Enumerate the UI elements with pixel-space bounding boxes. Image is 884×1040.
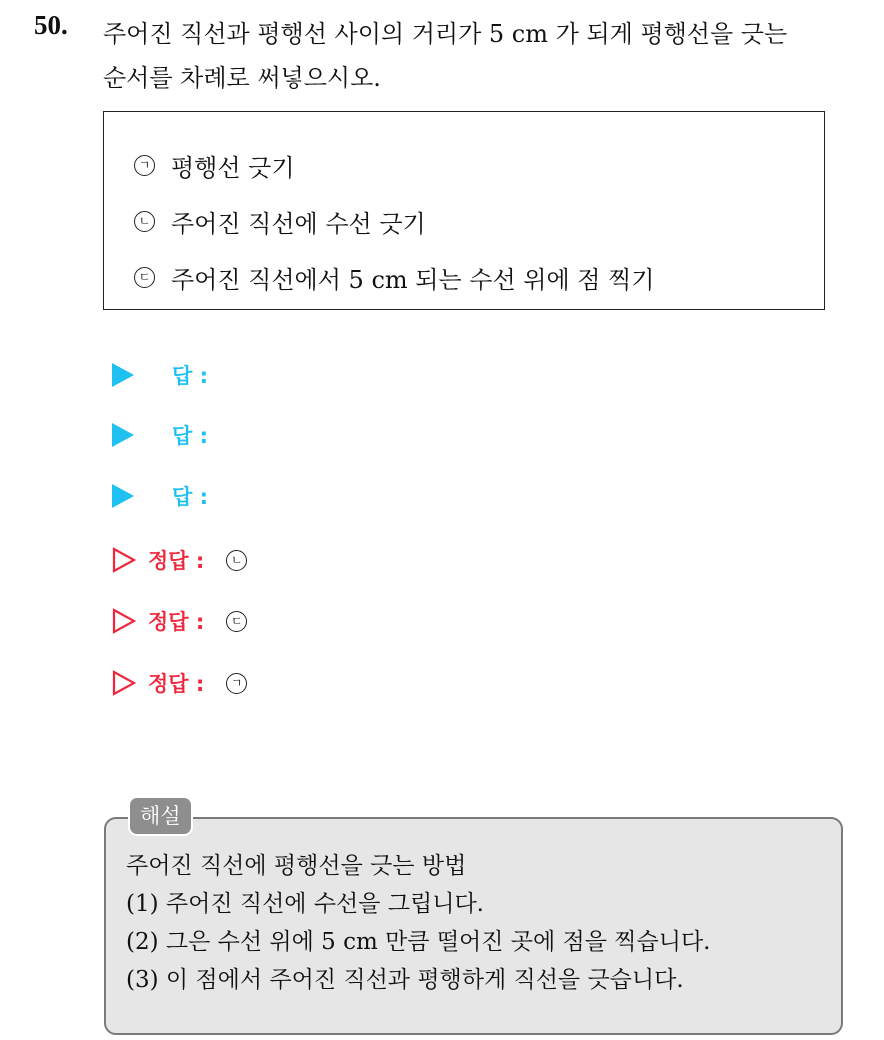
circled-symbol: ㄴ (134, 211, 155, 232)
choice-text: 평행선 긋기 (171, 153, 295, 182)
choice-text: 주어진 직선에 수선 긋기 (171, 209, 426, 238)
correct-answer-value (226, 672, 247, 694)
answer-label: 답 : (172, 485, 208, 509)
circled-symbol: ㄱ (226, 673, 247, 694)
correct-answer-row-1 (112, 540, 247, 580)
answer-row-1[interactable] (112, 355, 208, 395)
choice-box (103, 111, 825, 310)
question-line-2: 순서를 차례로 써넣으시오. (103, 64, 381, 92)
correct-answer-label: 정답 : (148, 672, 205, 696)
answer-row-3[interactable] (112, 476, 208, 516)
circled-symbol: ㄷ (134, 267, 155, 288)
explanation-box (104, 817, 843, 1035)
answer-label: 답 : (172, 424, 208, 448)
choice-text: 주어진 직선에서 5 cm 되는 수선 위에 점 찍기 (171, 265, 655, 294)
circled-symbol: ㄴ (226, 550, 247, 571)
explanation-text (126, 847, 710, 999)
correct-answer-row-3 (112, 663, 247, 703)
explanation-line-4: (3) 이 점에서 주어진 직선과 평행하게 직선을 긋습니다. (126, 967, 684, 993)
circled-symbol: ㄷ (226, 611, 247, 632)
correct-answer-value (226, 549, 247, 571)
choice-item-1 (134, 145, 295, 185)
choice-item-2 (134, 201, 426, 241)
circled-symbol: ㄱ (134, 155, 155, 176)
outline-triangle-icon (112, 670, 136, 696)
question-line-1: 주어진 직선과 평행선 사이의 거리가 5 cm 가 되게 평행선을 긋는 (103, 20, 788, 48)
correct-answer-label: 정답 : (148, 549, 205, 573)
explanation-line-2: (1) 주어진 직선에 수선을 그립니다. (126, 891, 484, 917)
answer-label: 답 : (172, 364, 208, 388)
play-triangle-icon (112, 423, 134, 447)
question-text (103, 12, 873, 100)
correct-answer-row-2 (112, 601, 247, 641)
correct-answer-label: 정답 : (148, 610, 205, 634)
play-triangle-icon (112, 484, 134, 508)
explanation-line-3: (2) 그은 수선 위에 5 cm 만큼 떨어진 곳에 점을 찍습니다. (126, 929, 711, 955)
question-number: 50. (34, 10, 68, 40)
outline-triangle-icon (112, 608, 136, 634)
outline-triangle-icon (112, 547, 136, 573)
choice-item-3 (134, 257, 654, 297)
answer-row-2[interactable] (112, 415, 208, 455)
correct-answer-value (226, 610, 247, 632)
explanation-tab: 해설 (128, 796, 193, 836)
play-triangle-icon (112, 363, 134, 387)
explanation-line-1: 주어진 직선에 평행선을 긋는 방법 (126, 853, 467, 879)
